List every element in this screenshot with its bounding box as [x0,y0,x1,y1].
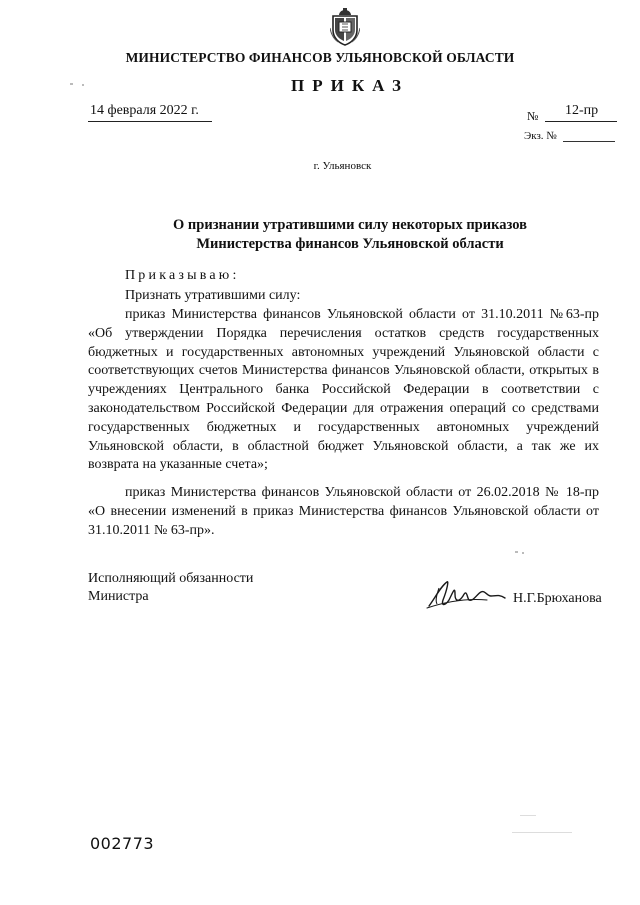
number-underline [545,121,617,122]
order-item-2: приказ Министерства финансов Ульяновской области от 26.02.2018 № 18-пр «О внесении изменений в приказ Министерства финансов Ульяновской области от 31.10.2011 № 63-пр». [88,485,599,538]
date-underline [88,121,212,122]
document-number: 12-пр [565,103,599,118]
document-title-line-2: Министерства финансов Ульяновской области [196,236,504,252]
city-name: г. Ульяновск [313,160,372,172]
signer-name: Н.Г.Брюханова [513,591,602,606]
handwritten-signature [425,576,507,612]
scan-speck [70,83,73,85]
coat-of-arms-emblem [330,8,360,46]
scan-speck [512,832,572,833]
scan-speck [82,84,84,86]
copy-number-label: Экз. № [524,130,557,142]
ministry-name: МИНИСТЕРСТВО ФИНАНСОВ УЛЬЯНОВСКОЙ ОБЛАСТИ [125,50,515,65]
document-title-line-1: О признании утратившими силу некоторых приказов [173,217,527,233]
signer-position-line-2: Министра [88,589,149,604]
copy-number-underline [563,141,615,142]
scan-speck [520,815,536,816]
document-date: 14 февраля 2022 г. [90,103,199,118]
document-title [120,216,580,254]
order-word: Приказываю: [125,268,240,283]
document-type-heading: ПРИКАЗ [291,76,409,95]
scan-speck [515,551,518,553]
scan-speck [522,552,524,554]
recognize-invalid-phrase: Признать утратившими силу: [125,288,301,303]
number-label: № [527,109,539,123]
order-item-1: приказ Министерства финансов Ульяновской области от 31.10.2011 №63-пр «Об утверждении Порядка перечисления остатков средств государственных бюджетных и государственных автономных учреждений Ульяновской области с соответствующих счетов Министерства финансов Ульяновской области, открытых в учреждениях Центрального банка Российской Федерации в соответствии с законодательством Российской Федерации для отражения операций со средствами государственных бюджетных и государственных автономных учреждений Ульяновской области, в областной бюджет Ульяновской области, а так же их возврата на указанные счета»; [88,307,599,473]
signer-position-line-1: Исполняющий обязанности [88,571,254,586]
registration-number: 002773 [90,834,155,853]
